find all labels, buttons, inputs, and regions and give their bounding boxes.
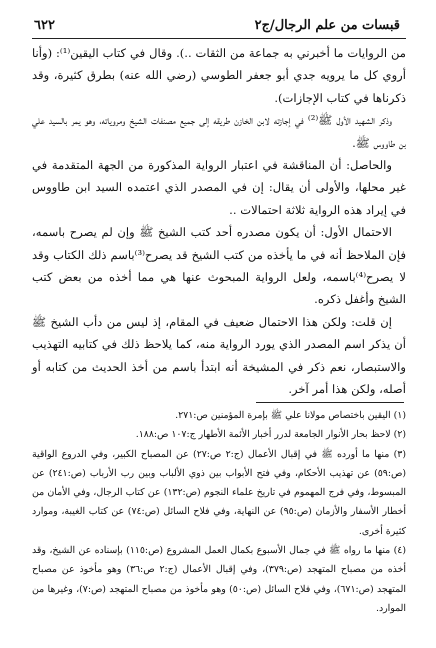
paragraph: وذكر الشهيد الأول ﷺ⁽²⁾ في إجازته لابن الخازن طريقه إلى جميع مصنفات الشيخ ومروياته، وهو يمر بالسيد علي بن طاووس ﷺ. bbox=[32, 113, 406, 150]
paragraph: الاحتمال الأول: أن يكون مصدره أحد كتب الشيخ ﷺ وإن لم يصرح باسمه، فإن الملاحظ أنه في ما يأخذه من كتب الشيخ قد يصرح⁽³⁾باسم ذلك الكتاب وقد لا يصرح⁽⁴⁾باسمه، ولعل الرواية المبحوث عنها هي مما أخذه من بعض كتب الشيخ وأغفل ذكره. bbox=[32, 225, 407, 307]
paragraph: إن قلت: ولكن هذا الاحتمال ضعيف في المقام، إذ ليس من دأب الشيخ ﷺ أن يذكر اسم المصدر الذي يورد الرواية منه، كما يلاحظ ذلك في كتابيه التهذيب والاستبصار، نعم ذكر في المشيخة أنه ابتدأ باسم من أخذ الحديث من كتابه أو أصله، ولكن هذا أمر آخر. bbox=[32, 314, 406, 397]
paragraph: والحاصل: أن المناقشة في اعتبار الرواية المذكورة من الجهة المتقدمة في غير محلها، والأولى أن يقال: إن في المصدر الذي اعتمده السيد ابن طاووس في إيراد هذه الرواية ثلاثة احتمالات .. bbox=[32, 158, 406, 217]
paragraph: من الروايات ما أخبرني به جماعة من الثقات ..). وقال في كتاب اليقين⁽¹⁾: (وأنا أروي كل ما يرويه جدي أبو جعفر الطوسي (رضي الله عنه) بطرق كثيرة، وقد ذكرناها في كتاب الإجازات). bbox=[32, 46, 406, 105]
footnote: (٣) منها ما أورده ﷺ في إقبال الأعمال (ج:٢ ص:٢٧) عن المصباح الكبير، وفي الدروع الواقية (ص:٥٩) عن تهذيب الأحكام، وفي فتح الأبواب بين ذوي الألباب وبين رب الأرباب (ص:٢٤١) عن المبسوط، وفي فرج المهموم في تاريخ علماء النجوم (ص:١٣٢) عن كتاب الرجال، وفي الأمان من أخطار الأسفار والأزمان (ص:٩٥) عن النهاية، وفي فلاح السائل (ص:٧٤) عن كتاب الغيبة، وموارد كثيرة أخرى. bbox=[32, 448, 406, 537]
footnote: (١) اليقين باختصاص مولانا علي ﷺ بإمرة المؤمنين ص:٢٧١. bbox=[175, 410, 406, 421]
footnotes bbox=[32, 406, 406, 618]
footnote-separator bbox=[256, 402, 404, 403]
footnote: (٤) منها ما رواه ﷺ في جمال الأسبوع بكمال العمل المشروع (ص:١١٥) بإسناده عن الشيخ، وقد أخذه من مصباح المتهجد (ص:٣٧٩)، وفي إقبال الأعمال (ج:٢ ص:٣٦) وهو مأخوذ عن مصباح المتهجد (ص:٦٧١)، وفي فلاح السائل (ص:٥٠) وهو مأخوذ من مصباح المتهجد (ص:٧)، وغيرها من الموارد. bbox=[32, 545, 407, 614]
running-header bbox=[32, 14, 406, 39]
main-text bbox=[32, 42, 406, 401]
running-title: قبسات من علم الرجال/ج٢ bbox=[254, 18, 400, 33]
page-number: ٦٢٢ bbox=[34, 18, 55, 33]
footnote: (٢) لاحظ بحار الأنوار الجامعة لدرر أخبار الأئمة الأطهار ج:١٠٧ ص:١٨٨. bbox=[135, 429, 406, 441]
